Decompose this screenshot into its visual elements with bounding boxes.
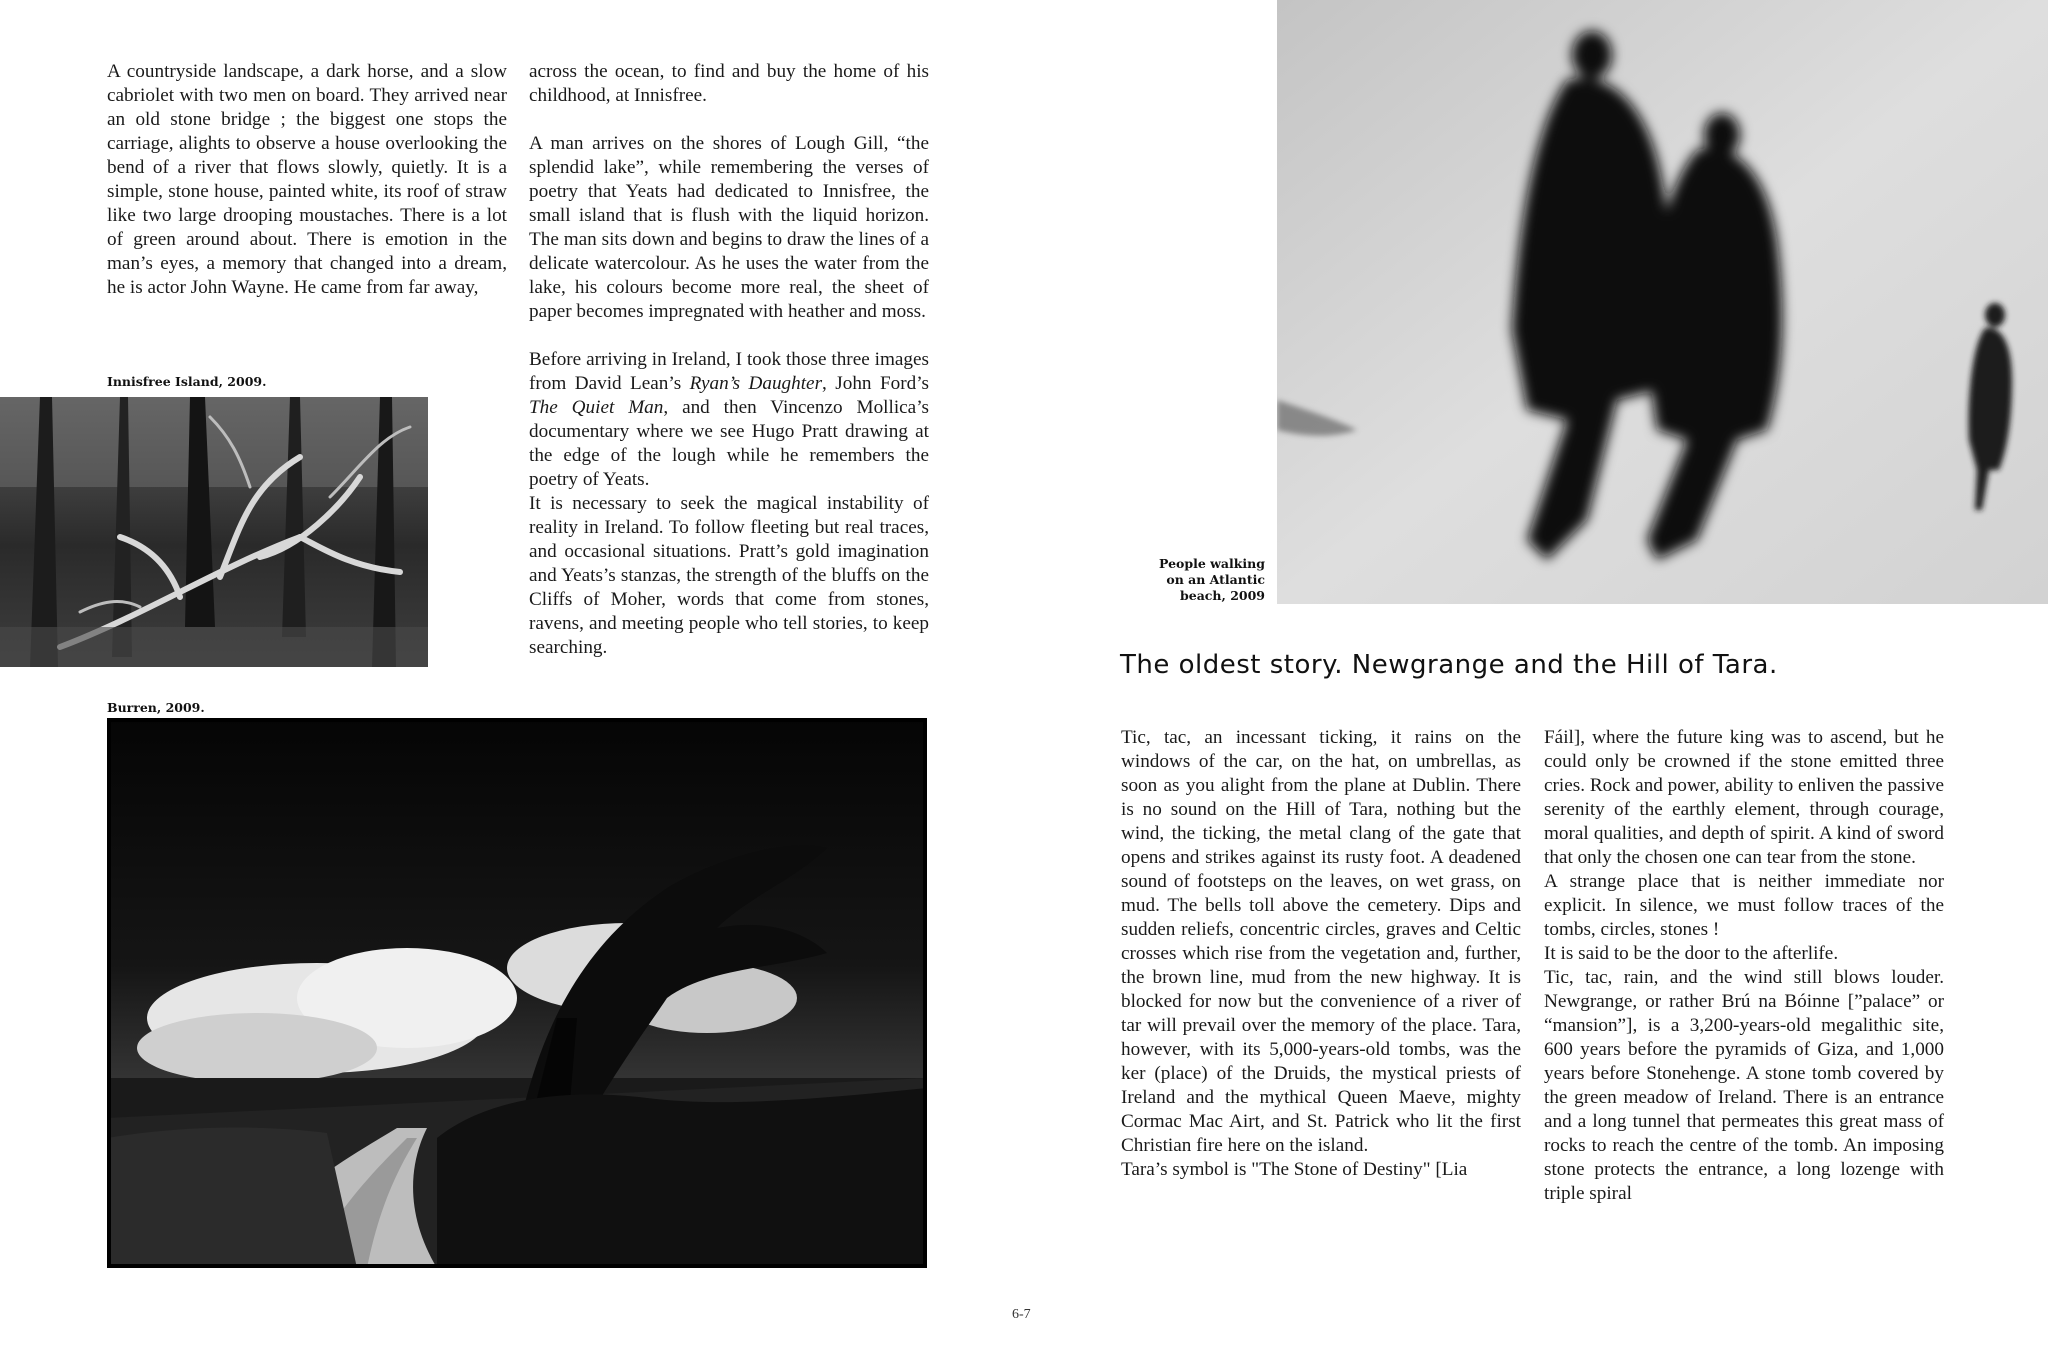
film-title-ryans-daughter: Ryan’s Daughter — [689, 373, 823, 394]
paragraph-afterlife: It is said to be the door to the afterlife. — [1544, 943, 1839, 964]
paragraph-magical-instability: It is necessary to seek the magical instability of reality in Ireland. To follow fleeting but real traces, and occasional situations. Pratt’s gold imagination and Yeats’s stanzas, the strength of the bluffs on the Cliffs of Moher, words that come from stones, ravens, and meeting people who tell stories, to keep searching. — [529, 493, 929, 658]
section-heading: The oldest story. Newgrange and the Hill of Tara. — [1120, 650, 1778, 680]
film-title-quiet-man: The Quiet Man — [529, 397, 664, 418]
paragraph-childhood-home: across the ocean, to find and buy the home of his childhood, at Innisfree. — [529, 61, 929, 106]
photo-atlantic-beach — [1277, 0, 2048, 604]
photo-burren — [107, 718, 927, 1268]
caption-innisfree-island: Innisfree Island, 2009. — [107, 374, 267, 389]
left-text-column-2 — [529, 60, 929, 660]
left-text-column-1 — [107, 60, 507, 300]
right-text-column-2 — [1544, 726, 1944, 1206]
intro-paragraph: A countryside landscape, a dark horse, and a slow cabriolet with two men on board. They arrived near an old stone bridge ; the biggest one stops the carriage, alights to observe a house overlooking the bend of a river that flows slowly, quietly. It is a simple, stone house, painted white, its roof of straw like two large drooping moustaches. There is a lot of green around about. There is emotion in the man’s eyes, a memory that changed into a dream, he is actor John Wayne. He came from far away, — [107, 61, 507, 298]
paragraph-lough-gill: A man arrives on the shores of Lough Gill, “the splendid lake”, while remembering the verses of poetry that Yeats had dedicated to Innisfree, the small island that is flush with the liquid horizon. The man sits down and begins to draw the lines of a delicate watercolour. As he uses the water from the lake, his colours become more real, the sheet of paper becomes impregnated with heather and moss. — [529, 133, 929, 322]
paragraph-film-references: Before arriving in Ireland, I took those three images from David Lean’s Ryan’s Daughter, John Ford’s The Quiet Man, and then Vincenzo Mollica’s documentary where we see Hugo Pratt drawing at the edge of the lough while he remembers the poetry of Yeats. — [529, 349, 929, 490]
paragraph-stone-of-destiny: Tara’s symbol is "The Stone of Destiny" [Lia — [1121, 1159, 1468, 1180]
caption-atlantic-beach: People walking on an Atlantic beach, 2009 — [1159, 556, 1265, 603]
right-text-column-1 — [1121, 726, 1521, 1182]
paragraph-newgrange: Tic, tac, rain, and the wind still blows louder. Newgrange, or rather Brú na Bóinne [”palace” or “mansion”], is a 3,200-years-old megalithic site, 600 years before the pyramids of Giza, and 1,000 years before Stonehenge. A stone tomb covered by the green meadow of Ireland. There is an entrance and a long tunnel that permeates this great mass of rocks to reach the centre of the tomb. An imposing stone protects the entrance, a long lozenge with triple spiral — [1544, 967, 1944, 1204]
paragraph-strange-place: A strange place that is neither immediate nor explicit. In silence, we must follow traces of the tombs, circles, stones ! — [1544, 871, 1944, 940]
caption-burren: Burren, 2009. — [107, 700, 205, 715]
photo-innisfree-island — [0, 397, 428, 667]
paragraph-lia-fail: Fáil], where the future king was to ascend, but he could only be crowned if the stone emitted three cries. Rock and power, ability to enliven the passive serenity of the earthly element, through courage, moral qualities, and depth of spirit. A kind of sword that only the chosen one can tear from the stone. — [1544, 727, 1944, 868]
page-number: 6-7 — [1012, 1307, 1031, 1322]
paragraph-hill-of-tara: Tic, tac, an incessant ticking, it rains on the windows of the car, on the hat, on umbrellas, as soon as you alight from the plane at Dublin. There is no sound on the Hill of Tara, nothing but the wind, the ticking, the metal clang of the gate that opens and strikes against its rusty foot. A deadened sound of footsteps on the leaves, on wet grass, on mud. The bells toll above the cemetery. Dips and sudden reliefs, concentric circles, graves and Celtic crosses which rise from the vegetation and, further, the brown line, mud from the new highway. It is blocked for now but the convenience of a river of tar will prevail over the memory of the place. Tara, however, with its 5,000-years-old tombs, was the ker (place) of the Druids, the mystical priests of Ireland and the mythical Queen Maeve, mighty Cormac Mac Airt, and St. Patrick who lit the first Christian fire here on the island. — [1121, 727, 1521, 1156]
